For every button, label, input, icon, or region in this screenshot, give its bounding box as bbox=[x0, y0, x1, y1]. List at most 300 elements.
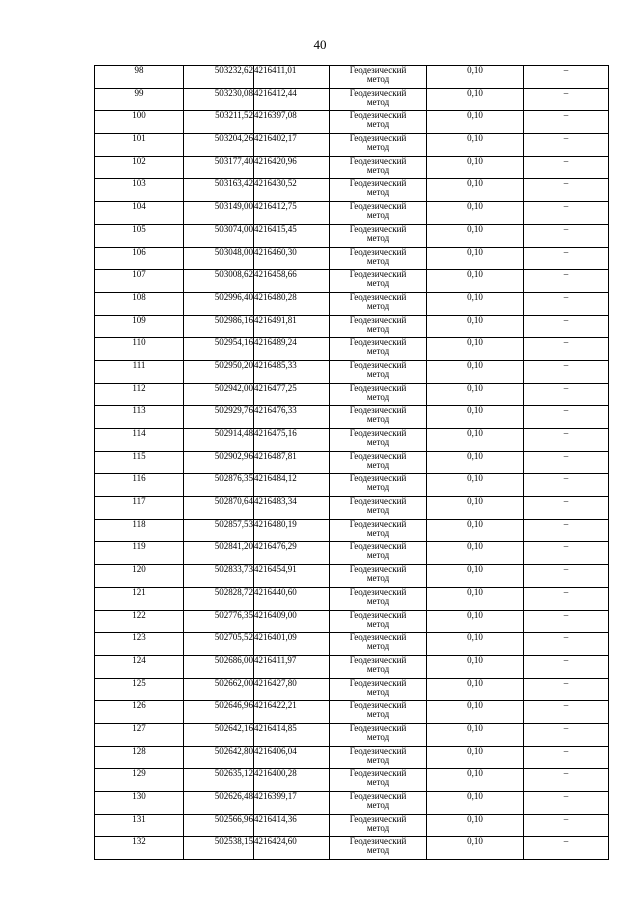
x-coordinate-cell: 502705,52 bbox=[184, 633, 254, 656]
accuracy-cell: 0,10 bbox=[427, 542, 524, 565]
x-coordinate-cell: 502538,15 bbox=[184, 837, 254, 860]
point-number-cell: 126 bbox=[95, 701, 184, 724]
method-cell bbox=[330, 338, 427, 361]
method-cell bbox=[330, 655, 427, 678]
method-cell bbox=[330, 769, 427, 792]
table-row bbox=[95, 723, 609, 746]
extra-cell: – bbox=[524, 270, 609, 293]
method-line-2: метод bbox=[366, 368, 390, 379]
x-coordinate-cell: 502954,16 bbox=[184, 338, 254, 361]
method-line-2: метод bbox=[366, 119, 390, 130]
extra-cell: – bbox=[524, 633, 609, 656]
method-cell bbox=[330, 792, 427, 815]
y-coordinate-cell: 4216420,96 bbox=[254, 156, 330, 179]
method-line-2: метод bbox=[366, 618, 390, 629]
method-line-2: метод bbox=[366, 573, 390, 584]
accuracy-cell: 0,10 bbox=[427, 156, 524, 179]
method-cell bbox=[330, 814, 427, 837]
method-line-2: метод bbox=[366, 300, 390, 311]
y-coordinate-cell: 4216476,29 bbox=[254, 542, 330, 565]
table-row bbox=[95, 678, 609, 701]
extra-cell: – bbox=[524, 429, 609, 452]
method-line-2: метод bbox=[366, 754, 390, 765]
x-coordinate-cell: 503204,26 bbox=[184, 134, 254, 157]
method-line-1: Геодезический bbox=[349, 405, 407, 416]
method-cell bbox=[330, 315, 427, 338]
y-coordinate-cell: 4216412,75 bbox=[254, 202, 330, 225]
extra-cell: – bbox=[524, 701, 609, 724]
method-line-1: Геодезический bbox=[349, 65, 407, 75]
method-line-2: метод bbox=[366, 187, 390, 198]
method-line-1: Геодезический bbox=[349, 541, 407, 552]
method-cell bbox=[330, 474, 427, 497]
y-coordinate-cell: 4216475,16 bbox=[254, 429, 330, 452]
x-coordinate-cell: 503163,42 bbox=[184, 179, 254, 202]
method-cell bbox=[330, 633, 427, 656]
method-cell bbox=[330, 542, 427, 565]
method-line-1: Геодезический bbox=[349, 587, 407, 597]
method-line-1: Геодезический bbox=[349, 632, 407, 643]
x-coordinate-cell: 502566,96 bbox=[184, 814, 254, 837]
point-number-cell: 108 bbox=[95, 292, 184, 315]
point-number-cell: 129 bbox=[95, 769, 184, 792]
method-line-1: Геодезический bbox=[349, 519, 407, 529]
method-line-2: метод bbox=[366, 505, 390, 516]
table-row bbox=[95, 202, 609, 225]
table-row bbox=[95, 769, 609, 792]
point-number-cell: 102 bbox=[95, 156, 184, 179]
y-coordinate-cell: 4216397,08 bbox=[254, 111, 330, 134]
method-line-2: метод bbox=[366, 641, 390, 652]
method-line-1: Геодезический bbox=[349, 247, 407, 257]
accuracy-cell: 0,10 bbox=[427, 701, 524, 724]
y-coordinate-cell: 4216411,01 bbox=[254, 66, 330, 89]
extra-cell: – bbox=[524, 814, 609, 837]
x-coordinate-cell: 502914,48 bbox=[184, 429, 254, 452]
method-line-2: метод bbox=[366, 232, 390, 243]
x-coordinate-cell: 503149,00 bbox=[184, 202, 254, 225]
point-number-cell: 130 bbox=[95, 792, 184, 815]
x-coordinate-cell: 502986,16 bbox=[184, 315, 254, 338]
table-row bbox=[95, 565, 609, 588]
method-line-1: Геодезический bbox=[349, 791, 407, 801]
accuracy-cell: 0,10 bbox=[427, 360, 524, 383]
table-row bbox=[95, 792, 609, 815]
method-cell bbox=[330, 451, 427, 474]
table-row bbox=[95, 66, 609, 89]
extra-cell: – bbox=[524, 292, 609, 315]
extra-cell: – bbox=[524, 66, 609, 89]
table-row bbox=[95, 451, 609, 474]
point-number-cell: 115 bbox=[95, 451, 184, 474]
coordinates-table bbox=[94, 65, 609, 860]
extra-cell: – bbox=[524, 88, 609, 111]
accuracy-cell: 0,10 bbox=[427, 224, 524, 247]
x-coordinate-cell: 502662,00 bbox=[184, 678, 254, 701]
point-number-cell: 114 bbox=[95, 429, 184, 452]
table-row bbox=[95, 315, 609, 338]
method-line-1: Геодезический bbox=[349, 88, 407, 98]
x-coordinate-cell: 502686,00 bbox=[184, 655, 254, 678]
method-cell bbox=[330, 88, 427, 111]
point-number-cell: 112 bbox=[95, 383, 184, 406]
accuracy-cell: 0,10 bbox=[427, 587, 524, 610]
accuracy-cell: 0,10 bbox=[427, 792, 524, 815]
y-coordinate-cell: 4216460,30 bbox=[254, 247, 330, 270]
extra-cell: – bbox=[524, 134, 609, 157]
y-coordinate-cell: 4216406,04 bbox=[254, 746, 330, 769]
x-coordinate-cell: 503008,62 bbox=[184, 270, 254, 293]
extra-cell: – bbox=[524, 837, 609, 860]
table-row bbox=[95, 338, 609, 361]
extra-cell: – bbox=[524, 338, 609, 361]
table-row bbox=[95, 247, 609, 270]
table-row bbox=[95, 519, 609, 542]
method-line-2: метод bbox=[366, 459, 390, 470]
method-line-1: Геодезический bbox=[349, 360, 407, 370]
method-cell bbox=[330, 701, 427, 724]
accuracy-cell: 0,10 bbox=[427, 315, 524, 338]
accuracy-cell: 0,10 bbox=[427, 451, 524, 474]
x-coordinate-cell: 502626,48 bbox=[184, 792, 254, 815]
method-line-1: Геодезический bbox=[349, 746, 407, 756]
method-line-2: метод bbox=[366, 346, 390, 357]
method-cell bbox=[330, 678, 427, 701]
extra-cell: – bbox=[524, 247, 609, 270]
y-coordinate-cell: 4216476,33 bbox=[254, 406, 330, 429]
x-coordinate-cell: 502876,35 bbox=[184, 474, 254, 497]
accuracy-cell: 0,10 bbox=[427, 66, 524, 89]
x-coordinate-cell: 502870,64 bbox=[184, 497, 254, 520]
point-number-cell: 132 bbox=[95, 837, 184, 860]
extra-cell: – bbox=[524, 497, 609, 520]
method-line-1: Геодезический bbox=[349, 201, 407, 212]
table-row bbox=[95, 134, 609, 157]
point-number-cell: 119 bbox=[95, 542, 184, 565]
extra-cell: – bbox=[524, 360, 609, 383]
method-cell bbox=[330, 406, 427, 429]
accuracy-cell: 0,10 bbox=[427, 746, 524, 769]
x-coordinate-cell: 502841,20 bbox=[184, 542, 254, 565]
extra-cell: – bbox=[524, 792, 609, 815]
extra-cell: – bbox=[524, 156, 609, 179]
method-cell bbox=[330, 270, 427, 293]
point-number-cell: 120 bbox=[95, 565, 184, 588]
accuracy-cell: 0,10 bbox=[427, 678, 524, 701]
method-cell bbox=[330, 134, 427, 157]
point-number-cell: 131 bbox=[95, 814, 184, 837]
method-cell bbox=[330, 746, 427, 769]
table-row bbox=[95, 360, 609, 383]
extra-cell: – bbox=[524, 179, 609, 202]
point-number-cell: 113 bbox=[95, 406, 184, 429]
method-line-2: метод bbox=[366, 142, 390, 153]
y-coordinate-cell: 4216411,97 bbox=[254, 655, 330, 678]
extra-cell: – bbox=[524, 769, 609, 792]
method-line-1: Геодезический bbox=[349, 836, 407, 847]
x-coordinate-cell: 502642,16 bbox=[184, 723, 254, 746]
accuracy-cell: 0,10 bbox=[427, 406, 524, 429]
accuracy-cell: 0,10 bbox=[427, 655, 524, 678]
extra-cell: – bbox=[524, 542, 609, 565]
accuracy-cell: 0,10 bbox=[427, 519, 524, 542]
table-row bbox=[95, 655, 609, 678]
method-line-1: Геодезический bbox=[349, 269, 407, 280]
y-coordinate-cell: 4216401,09 bbox=[254, 633, 330, 656]
x-coordinate-cell: 502929,76 bbox=[184, 406, 254, 429]
method-cell bbox=[330, 179, 427, 202]
y-coordinate-cell: 4216427,80 bbox=[254, 678, 330, 701]
method-line-1: Геодезический bbox=[349, 814, 407, 824]
method-line-1: Геодезический bbox=[349, 315, 407, 325]
y-coordinate-cell: 4216414,85 bbox=[254, 723, 330, 746]
accuracy-cell: 0,10 bbox=[427, 814, 524, 837]
point-number-cell: 122 bbox=[95, 610, 184, 633]
method-line-2: метод bbox=[366, 391, 390, 402]
y-coordinate-cell: 4216415,45 bbox=[254, 224, 330, 247]
x-coordinate-cell: 502776,35 bbox=[184, 610, 254, 633]
method-line-1: Геодезический bbox=[349, 133, 407, 144]
y-coordinate-cell: 4216480,19 bbox=[254, 519, 330, 542]
accuracy-cell: 0,10 bbox=[427, 769, 524, 792]
y-coordinate-cell: 4216430,52 bbox=[254, 179, 330, 202]
x-coordinate-cell: 502642,80 bbox=[184, 746, 254, 769]
method-line-1: Геодезический bbox=[349, 110, 407, 121]
method-line-1: Геодезический bbox=[349, 337, 407, 348]
y-coordinate-cell: 4216422,21 bbox=[254, 701, 330, 724]
method-line-2: метод bbox=[366, 164, 390, 175]
y-coordinate-cell: 4216483,34 bbox=[254, 497, 330, 520]
table-row bbox=[95, 179, 609, 202]
method-line-2: метод bbox=[366, 777, 390, 788]
method-cell bbox=[330, 383, 427, 406]
accuracy-cell: 0,10 bbox=[427, 610, 524, 633]
x-coordinate-cell: 502996,40 bbox=[184, 292, 254, 315]
extra-cell: – bbox=[524, 678, 609, 701]
method-cell bbox=[330, 497, 427, 520]
table-row bbox=[95, 224, 609, 247]
method-line-1: Геодезический bbox=[349, 655, 407, 665]
method-line-2: метод bbox=[366, 845, 390, 856]
accuracy-cell: 0,10 bbox=[427, 338, 524, 361]
x-coordinate-cell: 502902,96 bbox=[184, 451, 254, 474]
x-coordinate-cell: 503230,08 bbox=[184, 88, 254, 111]
method-cell bbox=[330, 202, 427, 225]
y-coordinate-cell: 4216489,24 bbox=[254, 338, 330, 361]
point-number-cell: 123 bbox=[95, 633, 184, 656]
method-line-1: Геодезический bbox=[349, 768, 407, 779]
table-row bbox=[95, 406, 609, 429]
y-coordinate-cell: 4216440,60 bbox=[254, 587, 330, 610]
method-line-2: метод bbox=[366, 731, 390, 742]
method-line-1: Геодезический bbox=[349, 383, 407, 393]
y-coordinate-cell: 4216409,00 bbox=[254, 610, 330, 633]
y-coordinate-cell: 4216477,25 bbox=[254, 383, 330, 406]
method-cell bbox=[330, 292, 427, 315]
point-number-cell: 105 bbox=[95, 224, 184, 247]
x-coordinate-cell: 502857,53 bbox=[184, 519, 254, 542]
point-number-cell: 109 bbox=[95, 315, 184, 338]
accuracy-cell: 0,10 bbox=[427, 292, 524, 315]
method-cell bbox=[330, 610, 427, 633]
table-row bbox=[95, 814, 609, 837]
x-coordinate-cell: 502942,00 bbox=[184, 383, 254, 406]
method-line-2: метод bbox=[366, 210, 390, 221]
method-cell bbox=[330, 111, 427, 134]
y-coordinate-cell: 4216412,44 bbox=[254, 88, 330, 111]
y-coordinate-cell: 4216402,17 bbox=[254, 134, 330, 157]
extra-cell: – bbox=[524, 723, 609, 746]
method-cell bbox=[330, 156, 427, 179]
accuracy-cell: 0,10 bbox=[427, 837, 524, 860]
method-line-2: метод bbox=[366, 709, 390, 720]
method-line-2: метод bbox=[366, 482, 390, 493]
point-number-cell: 128 bbox=[95, 746, 184, 769]
method-line-2: метод bbox=[366, 437, 390, 447]
y-coordinate-cell: 4216491,81 bbox=[254, 315, 330, 338]
method-line-2: метод bbox=[366, 595, 390, 606]
method-line-2: метод bbox=[366, 74, 390, 84]
point-number-cell: 111 bbox=[95, 360, 184, 383]
method-line-1: Геодезический bbox=[349, 292, 407, 302]
y-coordinate-cell: 4216414,36 bbox=[254, 814, 330, 837]
method-line-2: метод bbox=[366, 663, 390, 674]
x-coordinate-cell: 503211,52 bbox=[184, 111, 254, 134]
accuracy-cell: 0,10 bbox=[427, 497, 524, 520]
y-coordinate-cell: 4216424,60 bbox=[254, 837, 330, 860]
method-cell bbox=[330, 224, 427, 247]
point-number-cell: 127 bbox=[95, 723, 184, 746]
y-coordinate-cell: 4216454,91 bbox=[254, 565, 330, 588]
table-row bbox=[95, 610, 609, 633]
point-number-cell: 100 bbox=[95, 111, 184, 134]
extra-cell: – bbox=[524, 474, 609, 497]
table-row bbox=[95, 837, 609, 860]
accuracy-cell: 0,10 bbox=[427, 247, 524, 270]
method-cell bbox=[330, 519, 427, 542]
method-cell bbox=[330, 837, 427, 860]
accuracy-cell: 0,10 bbox=[427, 202, 524, 225]
method-line-2: метод bbox=[366, 550, 390, 561]
point-number-cell: 110 bbox=[95, 338, 184, 361]
method-cell bbox=[330, 723, 427, 746]
table-row bbox=[95, 383, 609, 406]
method-line-1: Геодезический bbox=[349, 496, 407, 507]
method-cell bbox=[330, 587, 427, 610]
point-number-cell: 98 bbox=[95, 66, 184, 89]
method-line-1: Геодезический bbox=[349, 224, 407, 234]
table-row bbox=[95, 156, 609, 179]
accuracy-cell: 0,10 bbox=[427, 429, 524, 452]
extra-cell: – bbox=[524, 315, 609, 338]
x-coordinate-cell: 502646,96 bbox=[184, 701, 254, 724]
extra-cell: – bbox=[524, 655, 609, 678]
method-line-1: Геодезический bbox=[349, 700, 407, 711]
x-coordinate-cell: 503177,40 bbox=[184, 156, 254, 179]
y-coordinate-cell: 4216485,33 bbox=[254, 360, 330, 383]
extra-cell: – bbox=[524, 111, 609, 134]
method-line-2: метод bbox=[366, 822, 390, 833]
point-number-cell: 101 bbox=[95, 134, 184, 157]
method-line-1: Геодезический bbox=[349, 610, 407, 620]
accuracy-cell: 0,10 bbox=[427, 723, 524, 746]
method-line-1: Геодезический bbox=[349, 178, 407, 189]
y-coordinate-cell: 4216484,12 bbox=[254, 474, 330, 497]
method-cell bbox=[330, 247, 427, 270]
accuracy-cell: 0,10 bbox=[427, 474, 524, 497]
table-row bbox=[95, 474, 609, 497]
method-line-1: Геодезический bbox=[349, 428, 407, 438]
point-number-cell: 117 bbox=[95, 497, 184, 520]
method-line-2: метод bbox=[366, 255, 390, 266]
table-row bbox=[95, 587, 609, 610]
extra-cell: – bbox=[524, 746, 609, 769]
method-cell bbox=[330, 429, 427, 452]
x-coordinate-cell: 503232,62 bbox=[184, 66, 254, 89]
extra-cell: – bbox=[524, 451, 609, 474]
table-row bbox=[95, 111, 609, 134]
x-coordinate-cell: 502635,12 bbox=[184, 769, 254, 792]
method-line-2: метод bbox=[366, 414, 390, 425]
method-cell bbox=[330, 565, 427, 588]
extra-cell: – bbox=[524, 383, 609, 406]
x-coordinate-cell: 503074,00 bbox=[184, 224, 254, 247]
x-coordinate-cell: 502828,72 bbox=[184, 587, 254, 610]
method-line-1: Геодезический bbox=[349, 451, 407, 461]
page-number: 40 bbox=[313, 37, 327, 52]
accuracy-cell: 0,10 bbox=[427, 88, 524, 111]
method-line-1: Геодезический bbox=[349, 473, 407, 484]
x-coordinate-cell: 503048,00 bbox=[184, 247, 254, 270]
point-number-cell: 104 bbox=[95, 202, 184, 225]
extra-cell: – bbox=[524, 610, 609, 633]
point-number-cell: 125 bbox=[95, 678, 184, 701]
point-number-cell: 99 bbox=[95, 88, 184, 111]
method-line-1: Геодезический bbox=[349, 156, 407, 166]
y-coordinate-cell: 4216399,17 bbox=[254, 792, 330, 815]
method-cell bbox=[330, 360, 427, 383]
accuracy-cell: 0,10 bbox=[427, 111, 524, 134]
extra-cell: – bbox=[524, 406, 609, 429]
method-line-2: метод bbox=[366, 278, 390, 289]
point-number-cell: 124 bbox=[95, 655, 184, 678]
y-coordinate-cell: 4216400,28 bbox=[254, 769, 330, 792]
extra-cell: – bbox=[524, 202, 609, 225]
accuracy-cell: 0,10 bbox=[427, 270, 524, 293]
table-row bbox=[95, 746, 609, 769]
table-row bbox=[95, 542, 609, 565]
accuracy-cell: 0,10 bbox=[427, 383, 524, 406]
x-coordinate-cell: 502833,73 bbox=[184, 565, 254, 588]
y-coordinate-cell: 4216487,81 bbox=[254, 451, 330, 474]
table-row bbox=[95, 701, 609, 724]
extra-cell: – bbox=[524, 587, 609, 610]
accuracy-cell: 0,10 bbox=[427, 633, 524, 656]
point-number-cell: 103 bbox=[95, 179, 184, 202]
accuracy-cell: 0,10 bbox=[427, 134, 524, 157]
method-line-2: метод bbox=[366, 800, 390, 810]
point-number-cell: 118 bbox=[95, 519, 184, 542]
method-line-2: метод bbox=[366, 686, 390, 697]
extra-cell: – bbox=[524, 565, 609, 588]
point-number-cell: 106 bbox=[95, 247, 184, 270]
table-row bbox=[95, 633, 609, 656]
y-coordinate-cell: 4216480,28 bbox=[254, 292, 330, 315]
accuracy-cell: 0,10 bbox=[427, 565, 524, 588]
point-number-cell: 107 bbox=[95, 270, 184, 293]
method-line-1: Геодезический bbox=[349, 723, 407, 733]
y-coordinate-cell: 4216458,66 bbox=[254, 270, 330, 293]
